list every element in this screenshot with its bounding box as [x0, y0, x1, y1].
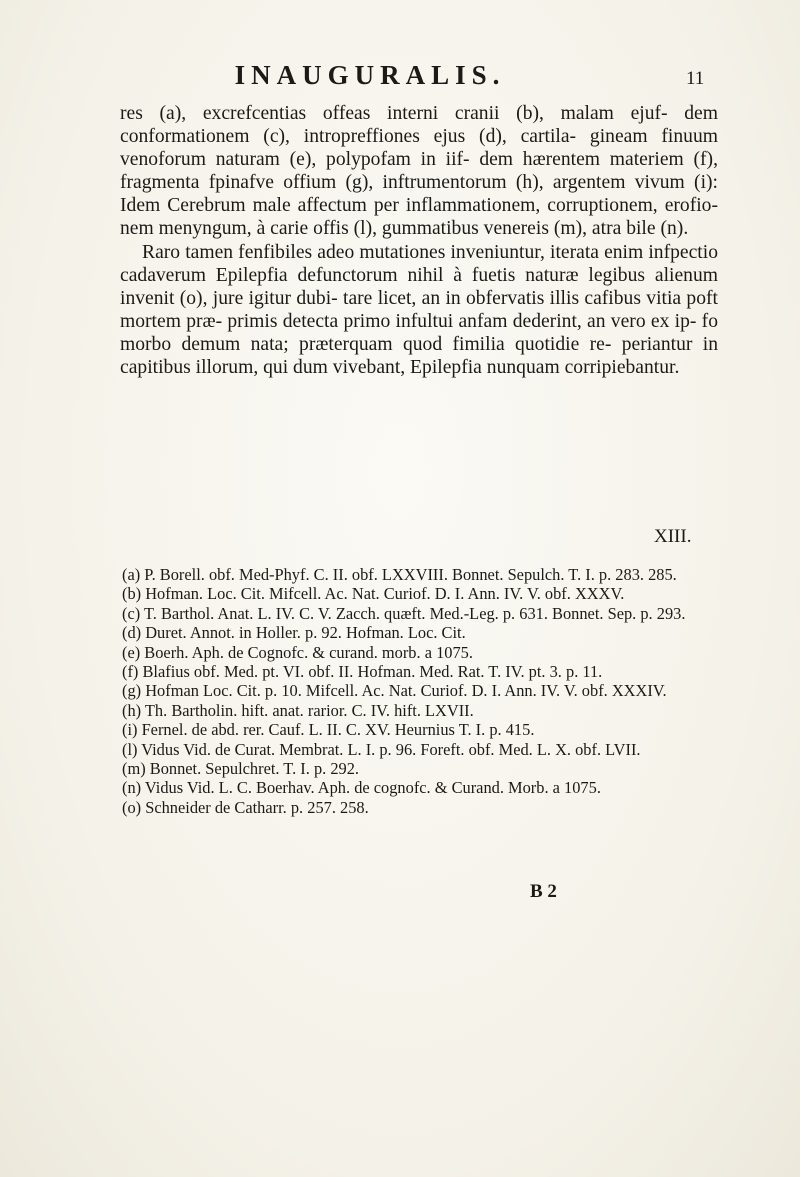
footnote: (n) Vidus Vid. L. C. Boerhav. Aph. de cognofc. & Curand. Morb. a 1075. [122, 778, 601, 798]
footnote: (b) Hofman. Loc. Cit. Mifcell. Ac. Nat. Curiof. D. I. Ann. IV. V. obf. XXXV. [122, 584, 625, 604]
page-number: 11 [686, 68, 705, 89]
footnote: (e) Boerh. Aph. de Cognofc. & curand. morb. a 1075. [122, 642, 473, 662]
footnotes [122, 565, 720, 817]
footnote: (o) Schneider de Catharr. p. 257. 258. [122, 797, 369, 817]
footnote: (m) Bonnet. Sepulchret. T. I. p. 292. [122, 759, 360, 779]
footnote: (i) Fernel. de abd. rer. Cauf. L. II. C. XV. Heurnius T. I. p. 415. [122, 720, 535, 740]
footnote: (f) Blafius obf. Med. pt. VI. obf. II. Hofman. Med. Rat. T. IV. pt. 3. p. 11. [122, 662, 603, 682]
signature-mark: B 2 [530, 881, 557, 902]
paragraph: res (a), excrefcentias offeas interni cranii (b), malam ejuf- dem conformationem (c), intropreffiones ejus (d), cartila- gineam finuum venoforum naturam (e), polypofam in iif- dem hærentem materiem (f), fragmenta fpinafve offium (g), inftrumentorum (h), argentem vivum (i): Idem Cerebrum male affectum per inflammationem, corruptionem, erofio- nem menyngum, à carie offis (l), gummatibus venereis (m), atra bile (n). [120, 103, 718, 240]
footnote: (a) P. Borell. obf. Med-Phyf. C. II. obf. LXXVIII. Bonnet. Sepulch. T. I. p. 283. 285. [122, 565, 677, 584]
footnote: (g) Hofman Loc. Cit. p. 10. Mifcell. Ac. Nat. Curiof. D. I. Ann. IV. V. obf. XXXIV. [122, 681, 667, 701]
section-catchword: XIII. [654, 526, 692, 547]
main-text [120, 102, 718, 379]
running-title: INAUGURALIS. [234, 60, 506, 90]
footnote: (c) T. Barthol. Anat. L. IV. C. V. Zacch. quæft. Med.-Leg. p. 631. Bonnet. Sep. p. 293. [122, 603, 686, 623]
paragraph: Raro tamen fenfibiles adeo mutationes inveniuntur, iterata enim infpectio cadaverum Epilepfia defunctorum nihil à fuetis naturæ legibus alienum invenit (o), jure igitur dubi- tare licet, an in obfervatis illis cafibus vitia poft mortem præ- primis detecta primo infultui anfam dederint, an vero ex ip- fo morbo demum nata; præterquam quod fimilia quotidie re- periantur in capitibus illorum, qui dum vivebant, Epilepfia nunquam corripiebantur. [120, 241, 718, 379]
footnote: (d) Duret. Annot. in Holler. p. 92. Hofman. Loc. Cit. [122, 623, 466, 643]
footnote: (l) Vidus Vid. de Curat. Membrat. L. I. p. 96. Foreft. obf. Med. L. X. obf. LVII. [122, 739, 641, 759]
footnote: (h) Th. Bartholin. hift. anat. rarior. C. IV. hift. LXVII. [122, 700, 474, 720]
